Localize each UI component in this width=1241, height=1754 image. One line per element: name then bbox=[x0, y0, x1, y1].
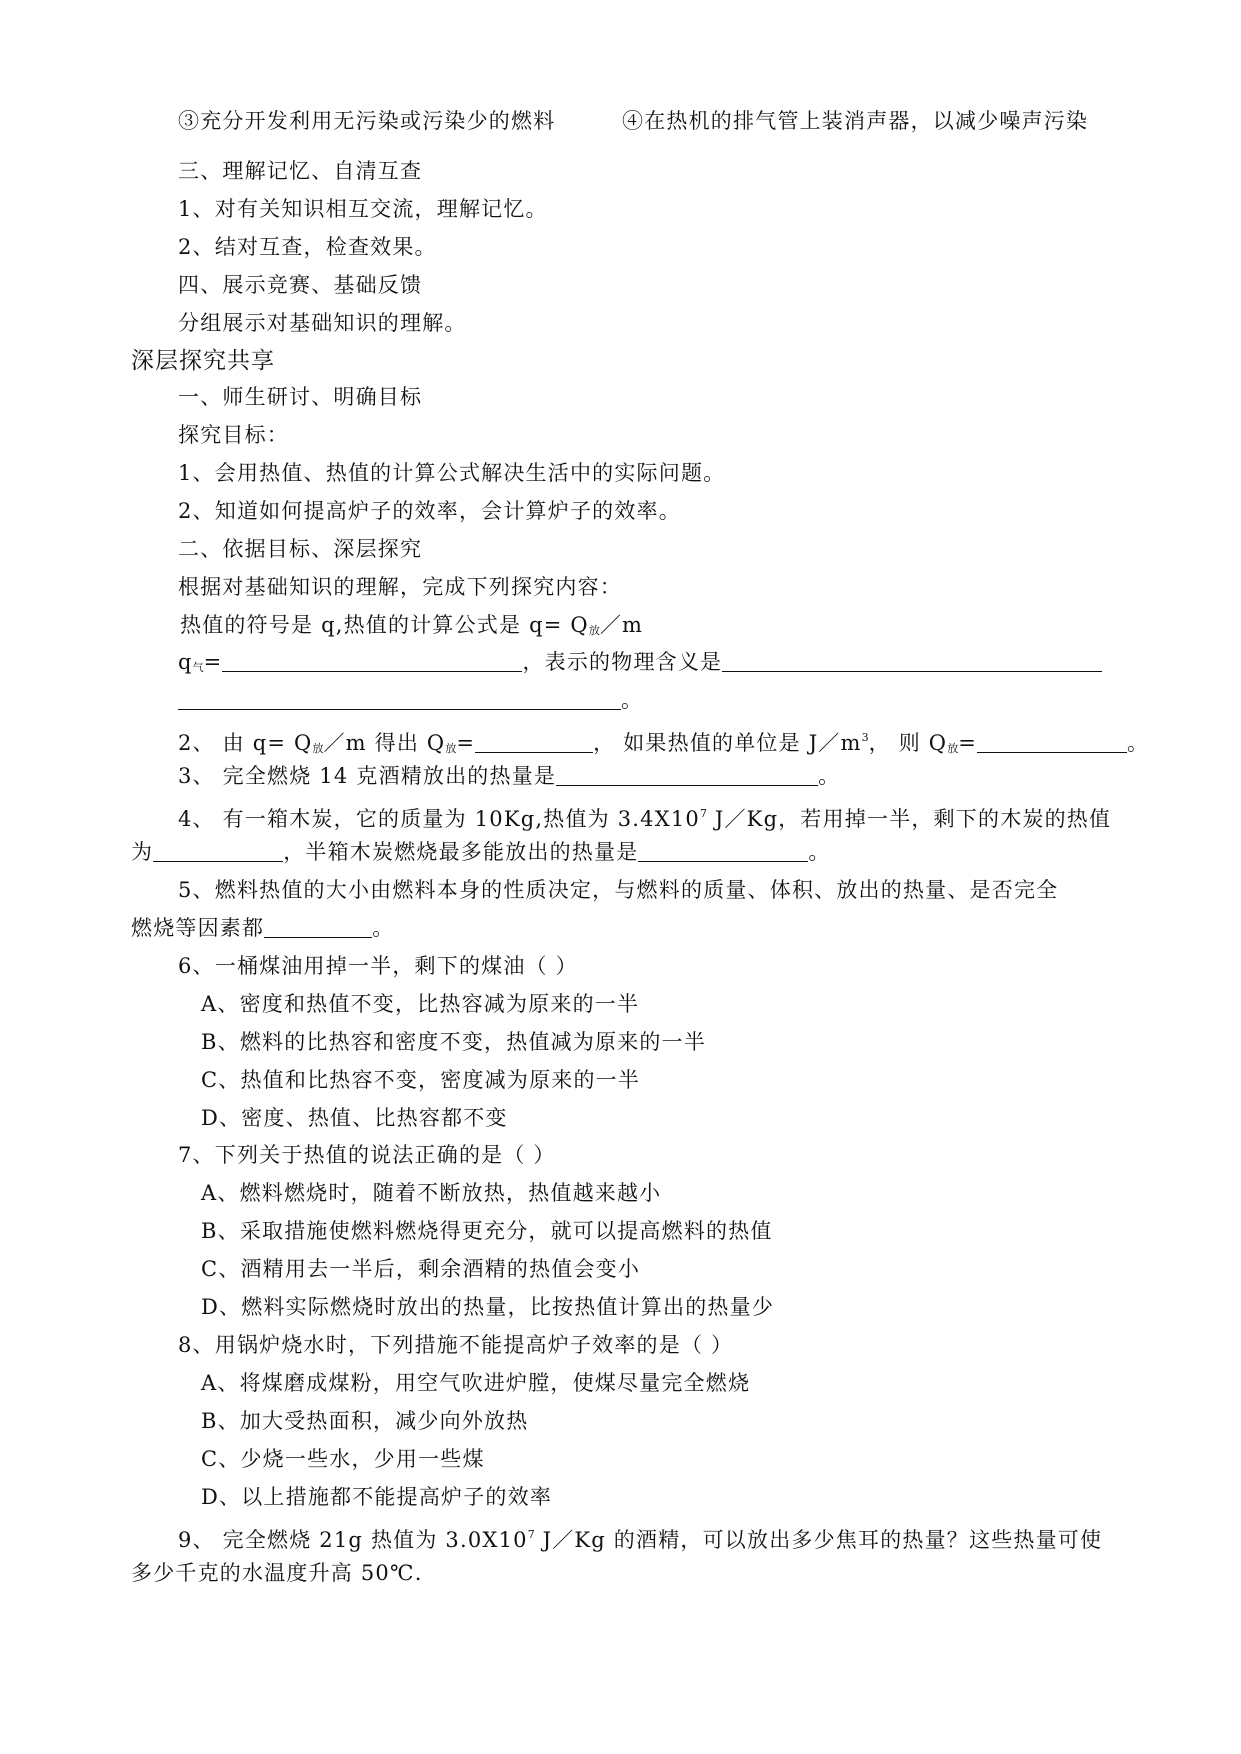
question-8-option-b: B、加大受热面积，减少向外放热 bbox=[201, 1409, 529, 1433]
section-four-title: 四、展示竞赛、基础反馈 bbox=[178, 273, 423, 297]
question-6-option-c: C、热值和比热容不变，密度减为原来的一半 bbox=[201, 1068, 641, 1092]
question-8-option-d: D、以上措施都不能提高炉子的效率 bbox=[201, 1485, 553, 1509]
section-three-line-1: 1、对有关知识相互交流，理解记忆。 bbox=[178, 197, 548, 221]
question-5-line-1: 5、燃料热值的大小由燃料本身的性质决定，与燃料的质量、体积、放出的热量、是否完全 bbox=[178, 878, 1059, 902]
pollution-measure-3: ③充分开发利用无污染或污染少的燃料 bbox=[178, 109, 556, 133]
question-7-option-b: B、采取措施使燃料燃烧得更充分，就可以提高燃料的热值 bbox=[201, 1219, 773, 1243]
question-6-option-a: A、密度和热值不变，比热容减为原来的一半 bbox=[201, 992, 640, 1016]
charcoal-heat-value-blank[interactable] bbox=[153, 841, 283, 862]
section-three-line-2: 2、结对互查，检查效果。 bbox=[178, 235, 437, 259]
section-two-title: 二、依据目标、深层探究 bbox=[178, 537, 423, 561]
q-gas-blank[interactable] bbox=[222, 651, 522, 672]
question-7-option-c: C、酒精用去一半后，剩余酒精的热值会变小 bbox=[201, 1257, 641, 1281]
q-gas-line: $q_气=$ ，表示的物理含义是 bbox=[178, 648, 1102, 682]
section-four-line-1: 分组展示对基础知识的理解。 bbox=[178, 311, 467, 335]
q-released-blank[interactable] bbox=[475, 732, 593, 753]
goal-1: 1、会用热值、热值的计算公式解决生活中的实际问题。 bbox=[178, 461, 726, 485]
question-8-stem: 8、用锅炉烧水时，下列措施不能提高炉子效率的是（ ） bbox=[178, 1333, 734, 1357]
question-9-line-1: 9、 完全燃烧 21g 热值为 $3.0X10^7$ J／Kg 的酒精，可以放出多少焦耳的热量？这些热量可使 bbox=[178, 1528, 1103, 1552]
meaning-continuation: 。 bbox=[178, 686, 643, 714]
question-8-option-c: C、少烧一些水，少用一些煤 bbox=[201, 1447, 485, 1471]
alcohol-heat-blank[interactable] bbox=[556, 765, 818, 786]
deep-exploration-heading: 深层探究共享 bbox=[131, 348, 275, 374]
question-4-line-1: 4、 有一箱木炭，它的质量为 10Kg,热值为 $3.4X10^7$ J／Kg，若用掉一半，剩下的木炭的热值 bbox=[178, 807, 1112, 831]
question-7-option-d: D、燃料实际燃烧时放出的热量，比按热值计算出的热量少 bbox=[201, 1295, 775, 1319]
meaning-blank[interactable] bbox=[722, 651, 1102, 672]
pollution-measure-4: ④在热机的排气管上装消声器，以减少噪声污染 bbox=[622, 109, 1089, 133]
question-2: 2、 由 $q= Q_放/m$ 得出 $Q_放=$ ， 如果热值的单位是 $J/m^3$， 则 $Q_放=$ 。 bbox=[178, 731, 1150, 755]
factors-blank[interactable] bbox=[264, 917, 372, 938]
question-9-line-2: 多少千克的水温度升高 50℃. bbox=[131, 1561, 423, 1585]
meaning-blank-2[interactable] bbox=[178, 689, 621, 710]
question-7-option-a: A、燃料燃烧时，随着不断放热，热值越来越小 bbox=[201, 1181, 662, 1205]
question-6-stem: 6、一桶煤油用掉一半，剩下的煤油（ ） bbox=[178, 954, 578, 978]
q-released-volume-blank[interactable] bbox=[977, 732, 1127, 753]
question-3: 3、 完全燃烧 14 克酒精放出的热量是 。 bbox=[178, 764, 841, 788]
question-4-line-2: 为 ，半箱木炭燃烧最多能放出的热量是 。 bbox=[131, 840, 831, 864]
question-8-option-a: A、将煤磨成煤粉，用空气吹进炉膛，使煤尽量完全燃烧 bbox=[201, 1371, 751, 1395]
goal-2: 2、知道如何提高炉子的效率，会计算炉子的效率。 bbox=[178, 499, 681, 523]
question-5-line-2: 燃烧等因素都 。 bbox=[131, 916, 395, 940]
formula-line: 热值的符号是 q,热值的计算公式是 $q= Q_放/m$ bbox=[180, 613, 644, 637]
section-one-title: 一、师生研讨、明确目标 bbox=[178, 385, 423, 409]
section-three-title: 三、理解记忆、自清互查 bbox=[178, 159, 423, 183]
question-6-option-b: B、燃料的比热容和密度不变，热值减为原来的一半 bbox=[201, 1030, 707, 1054]
question-7-stem: 7、下列关于热值的说法正确的是（ ） bbox=[178, 1143, 556, 1167]
goal-label: 探究目标： bbox=[178, 423, 289, 447]
question-6-option-d: D、密度、热值、比热容都不变 bbox=[201, 1106, 508, 1130]
charcoal-heat-blank[interactable] bbox=[638, 841, 808, 862]
exploration-intro: 根据对基础知识的理解，完成下列探究内容： bbox=[178, 575, 622, 599]
